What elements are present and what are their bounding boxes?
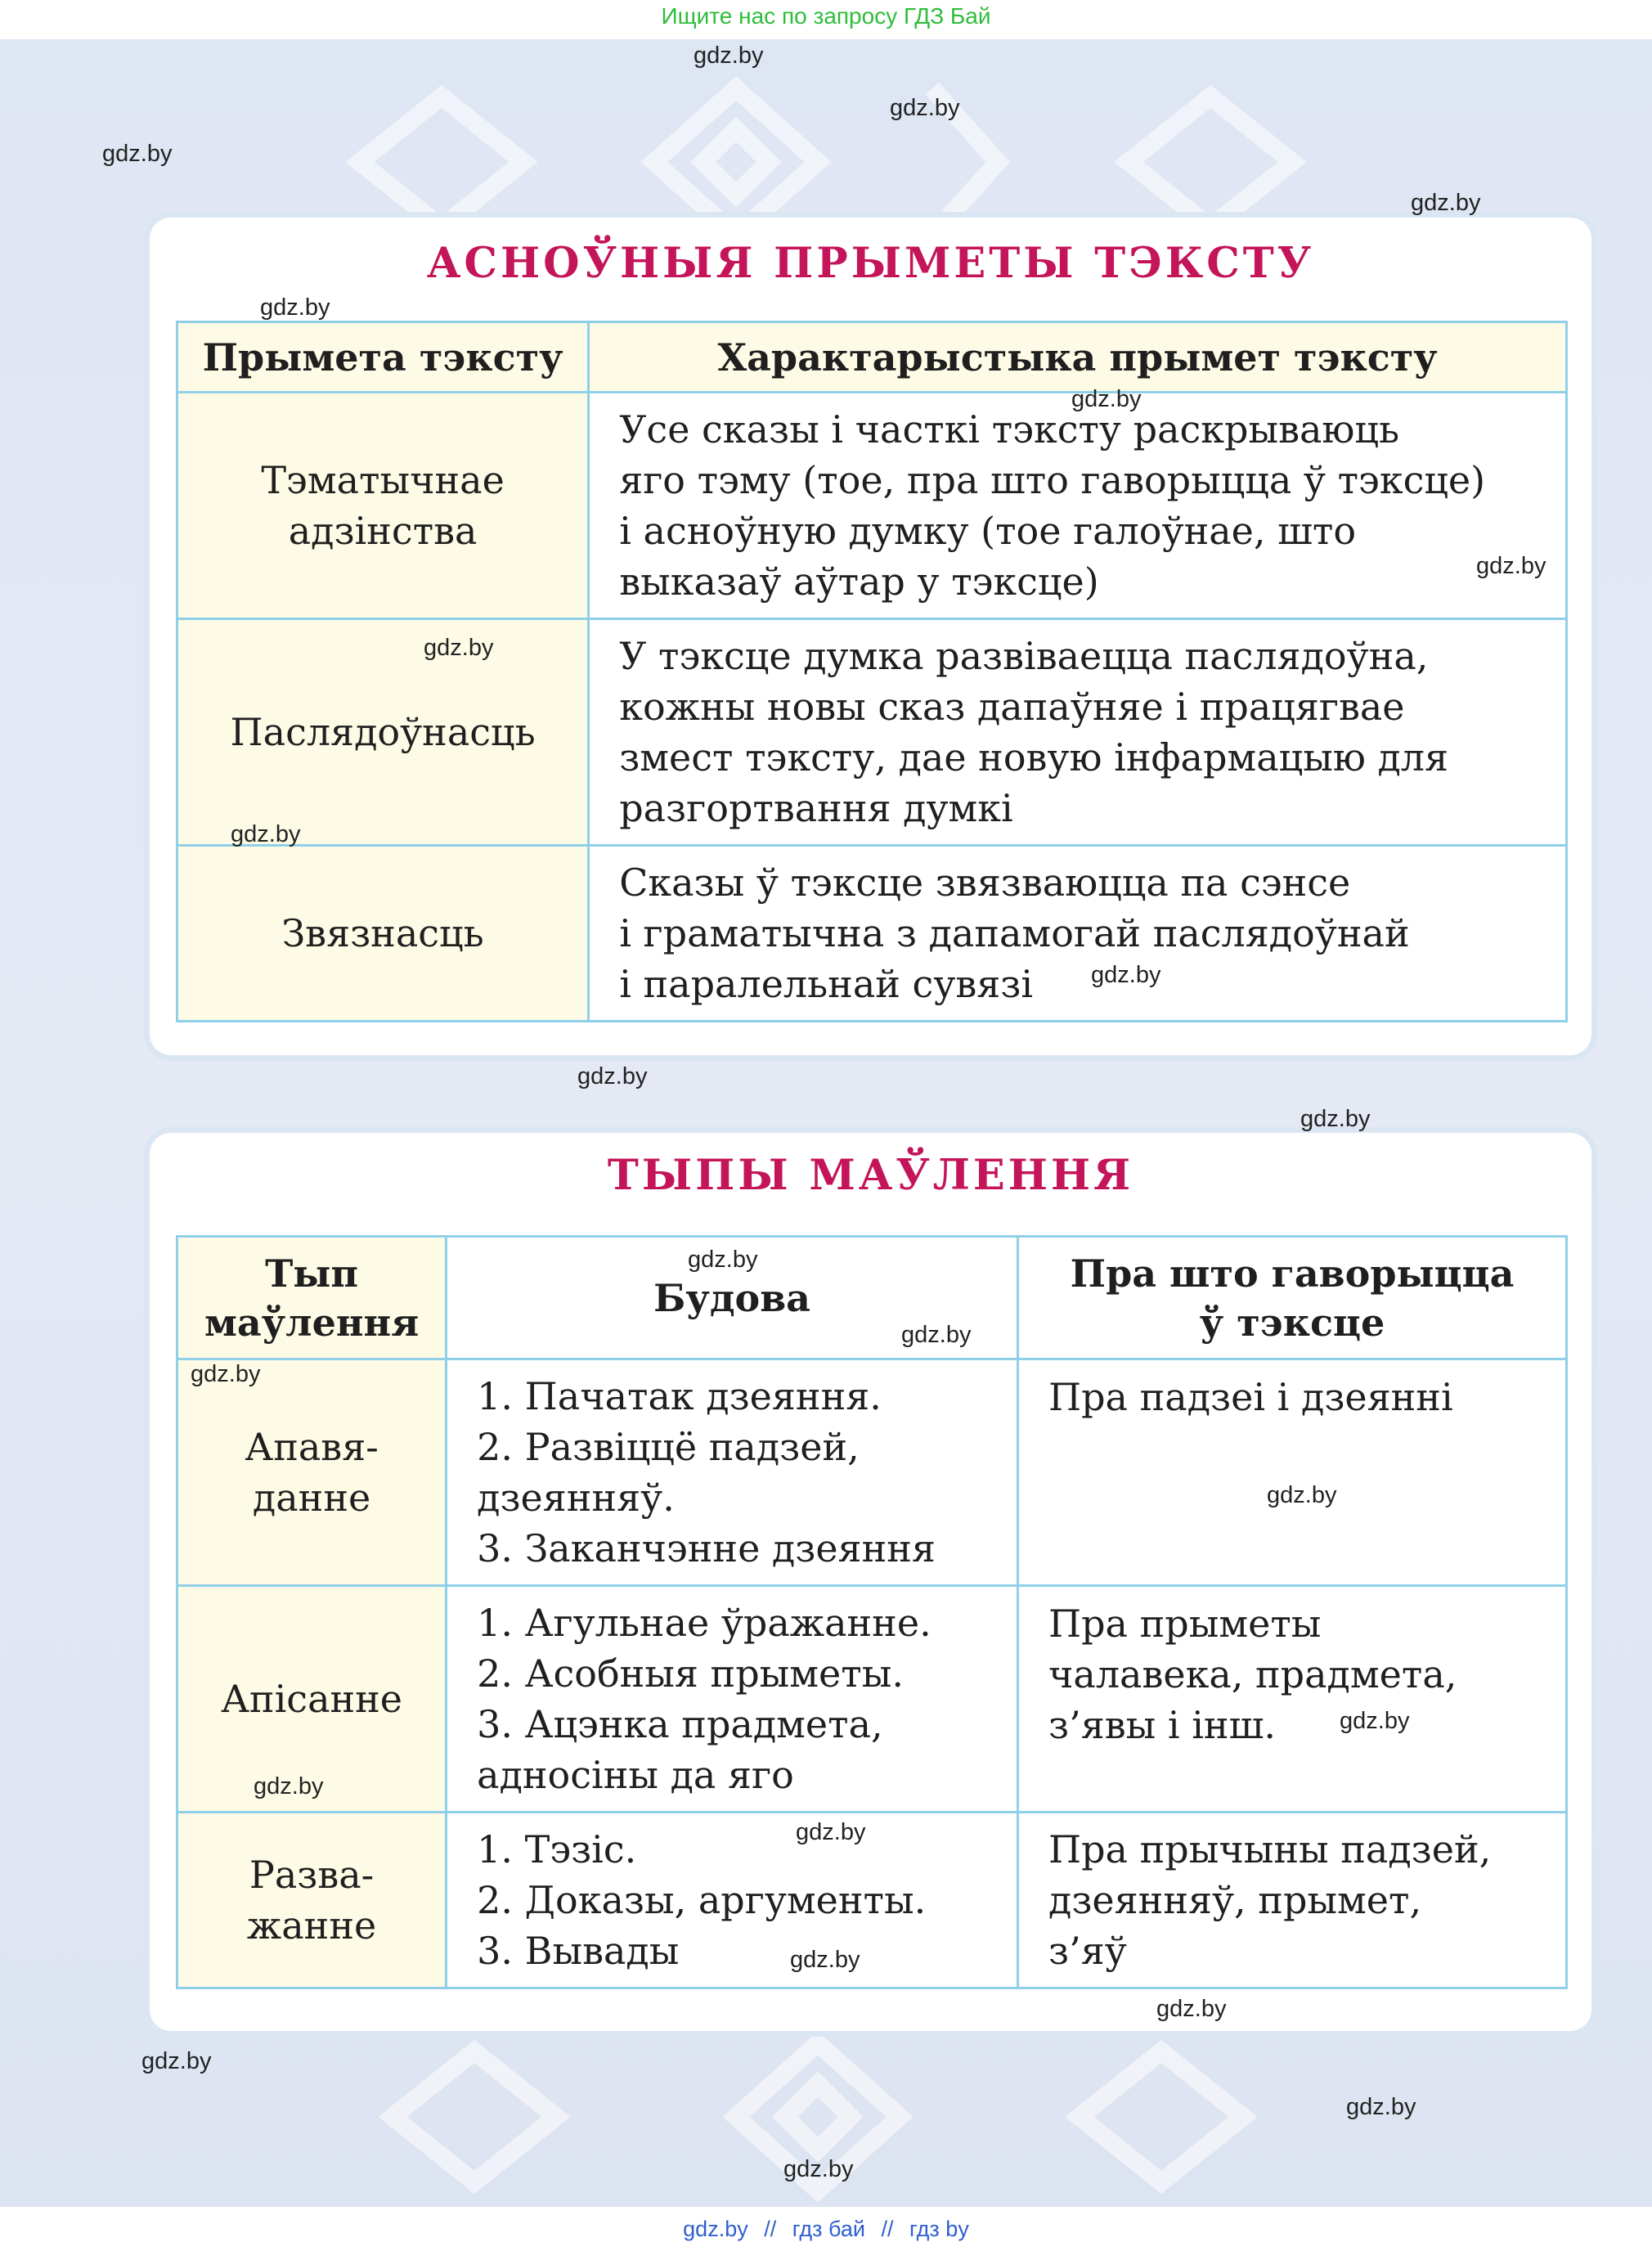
watermark: gdz.by (783, 2156, 854, 2182)
speech-type: Разва- жанне (177, 1813, 447, 1988)
watermark: gdz.by (1267, 1482, 1337, 1508)
header-type: Тып маўлення (177, 1237, 447, 1359)
feature-name: Тэматычнае адзінства (177, 393, 589, 619)
footer-links (0, 2217, 1652, 2242)
watermark: gdz.by (231, 821, 301, 847)
top-banner[interactable]: Ищите нас по запросу ГДЗ Бай (661, 3, 991, 29)
table-row (177, 1586, 1567, 1813)
speech-type: Апісанне (177, 1586, 447, 1813)
speech-structure: 1. Тэзіс. 2. Доказы, аргументы. 3. Вывады (447, 1813, 1018, 1988)
watermark: gdz.by (1091, 962, 1161, 988)
watermark: gdz.by (694, 43, 764, 69)
footer-link[interactable]: gdz.by (683, 2217, 748, 2241)
watermark: gdz.by (424, 635, 494, 661)
table-header-row (177, 322, 1567, 393)
watermark: gdz.by (577, 1063, 648, 1090)
speech-types-title: ТЫПЫ МАЎЛЕННЯ (607, 1151, 1134, 1200)
table-row (177, 393, 1567, 619)
speech-type: Апавя- данне (177, 1359, 447, 1586)
table-header-row (177, 1237, 1567, 1359)
feature-name: Паслядоўнасць (177, 619, 589, 846)
watermark: gdz.by (688, 1247, 758, 1273)
speech-about: Пра прыметы чалавека, прадмета, з’явы і інш. (1018, 1586, 1567, 1813)
watermark: gdz.by (890, 95, 960, 121)
watermark: gdz.by (1300, 1106, 1371, 1132)
table-row (177, 846, 1567, 1022)
watermark: gdz.by (102, 141, 173, 167)
watermark: gdz.by (796, 1819, 866, 1845)
watermark: gdz.by (901, 1322, 972, 1348)
watermark: gdz.by (191, 1361, 261, 1387)
watermark: gdz.by (1411, 190, 1481, 216)
footer-separator: // (764, 2217, 777, 2241)
feature-desc: Усе сказы і часткі тэксту раскрываюць яго тэму (тое, пра што гаворыцца ў тэксце) і асноўную думку (тое галоўнае, што выказаў аўтар у тэксце) (589, 393, 1567, 619)
watermark: gdz.by (790, 1947, 860, 1973)
speech-types-card (150, 1133, 1591, 2031)
watermark: gdz.by (141, 2048, 212, 2074)
text-features-title: АСНОЎНЫЯ ПРЫМЕТЫ ТЭКСТУ (426, 239, 1315, 288)
watermark: gdz.by (1476, 553, 1547, 579)
header-about: Пра што гаворыцца ў тэксце (1018, 1237, 1567, 1359)
feature-name: Звязнасць (177, 846, 589, 1022)
text-features-card (150, 218, 1591, 1055)
watermark: gdz.by (1346, 2094, 1416, 2120)
feature-desc: У тэксце думка развіваецца паслядоўна, кожны новы сказ дапаўняе і працягвае змест тэксту, дае новую інфармацыю для разгортвання думкі (589, 619, 1567, 846)
watermark: gdz.by (1340, 1708, 1410, 1734)
header-structure: Будова (447, 1237, 1018, 1359)
footer-separator: // (881, 2217, 894, 2241)
watermark: gdz.by (260, 294, 330, 321)
speech-about: Пра прычыны падзей, дзеянняў, прымет, з’яў (1018, 1813, 1567, 1988)
table-row (177, 1813, 1567, 1988)
speech-structure: 1. Пачатак дзеяння. 2. Развіццё падзей, дзеянняў. 3. Заканчэнне дзеяння (447, 1359, 1018, 1586)
header-feature: Прымета тэксту (177, 322, 589, 393)
feature-desc: Сказы ў тэксце звязваюцца па сэнсе і граматычна з дапамогай паслядоўнай і паралельнай сувязі (589, 846, 1567, 1022)
text-features-table (176, 321, 1568, 1022)
table-row (177, 619, 1567, 846)
footer-link[interactable]: гдз бай (792, 2217, 865, 2241)
footer-link[interactable]: гдз by (909, 2217, 969, 2241)
speech-about: Пра падзеі і дзеянні (1018, 1359, 1567, 1586)
speech-structure: 1. Агульнае ўражанне. 2. Асобныя прыметы. 3. Ацэнка прадмета, адносіны да яго (447, 1586, 1018, 1813)
watermark: gdz.by (1071, 386, 1142, 412)
watermark: gdz.by (1156, 1996, 1227, 2022)
watermark: gdz.by (254, 1773, 324, 1799)
speech-types-table (176, 1235, 1568, 1989)
header-characteristic: Характарыстыка прымет тэксту (589, 322, 1567, 393)
table-row (177, 1359, 1567, 1586)
